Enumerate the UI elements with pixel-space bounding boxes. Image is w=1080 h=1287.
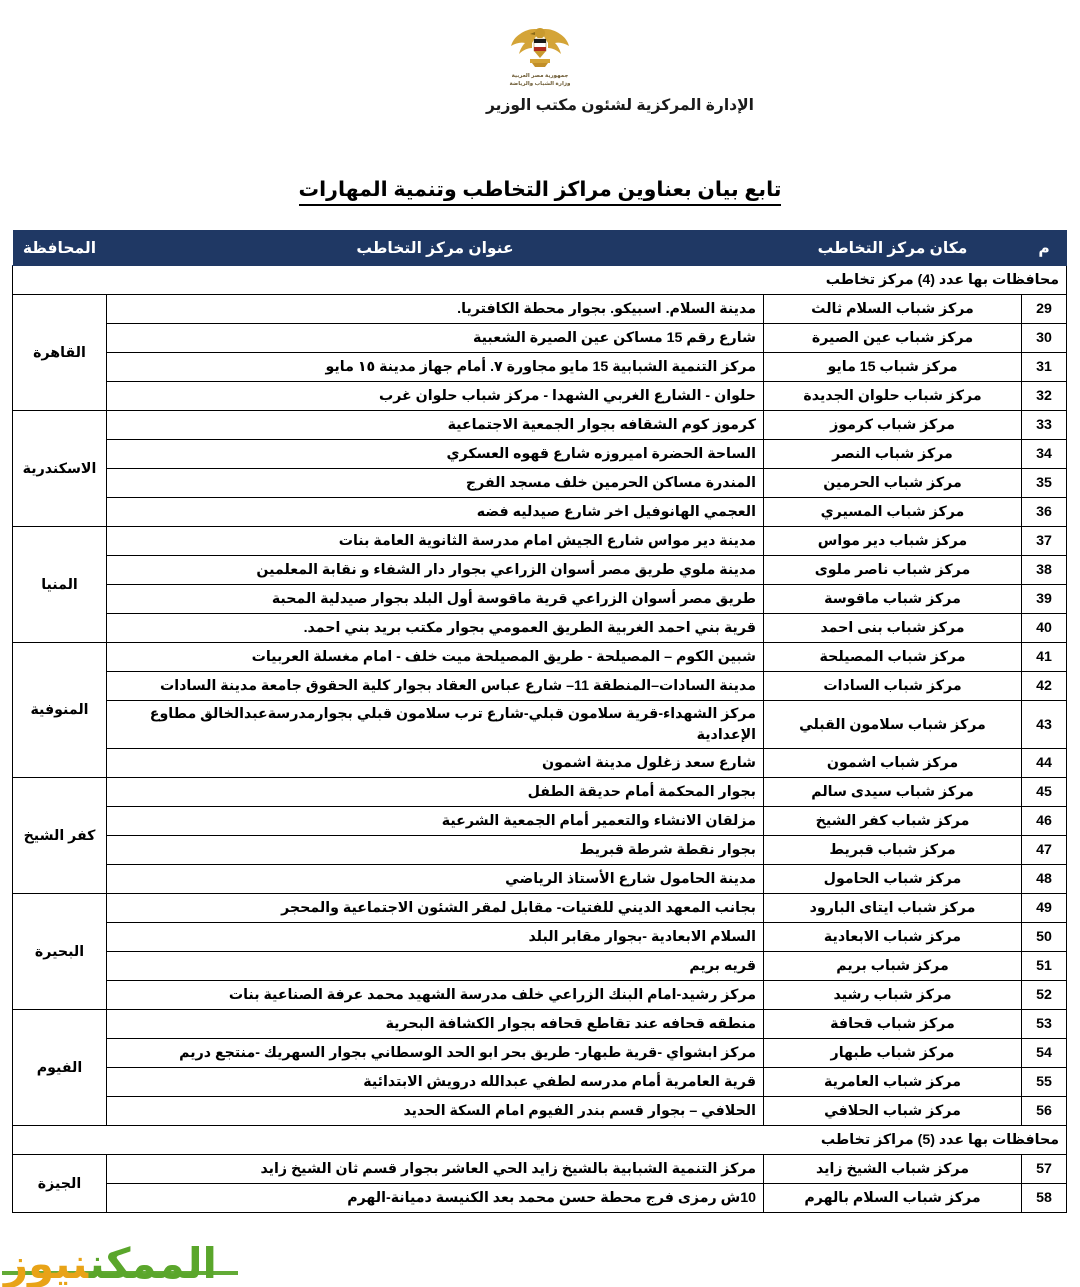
cell-center-address: قرية العامرية أمام مدرسه لطفي عبدالله درويش الابتدائية	[107, 1068, 764, 1097]
cell-center-address: مركز الشهداء-قرية سلامون قبلي-شارع ترب سلامون قبلي بجوارمدرسةعبدالخالق مطاوع الإعدادية	[107, 701, 764, 749]
cell-serial-number: 41	[1022, 643, 1067, 672]
cell-serial-number: 51	[1022, 952, 1067, 981]
cell-serial-number: 56	[1022, 1097, 1067, 1126]
centers-table-wrap	[13, 230, 1067, 1213]
cell-center-place: مركز شباب قبريط	[764, 836, 1022, 865]
cell-center-address: بجوار المحكمة أمام حديقة الطفل	[107, 778, 764, 807]
cell-serial-number: 55	[1022, 1068, 1067, 1097]
cell-serial-number: 29	[1022, 295, 1067, 324]
cell-center-place: مركز شباب المسيري	[764, 498, 1022, 527]
cell-serial-number: 58	[1022, 1184, 1067, 1213]
cell-serial-number: 31	[1022, 353, 1067, 382]
cell-center-place: مركز شباب دير مواس	[764, 527, 1022, 556]
table-row	[13, 353, 1067, 382]
cell-serial-number: 35	[1022, 469, 1067, 498]
cell-center-address: الساحة الحضرة اميروزه شارع قهوه العسكري	[107, 440, 764, 469]
cell-serial-number: 33	[1022, 411, 1067, 440]
table-row	[13, 836, 1067, 865]
section-header-row	[13, 1126, 1067, 1155]
section-header-label: محافظات بها عدد (4) مركز تخاطب	[13, 266, 1067, 295]
table-row	[13, 701, 1067, 749]
cell-center-place: مركز شباب رشيد	[764, 981, 1022, 1010]
cell-center-place: مركز شباب الابعادية	[764, 923, 1022, 952]
cell-serial-number: 40	[1022, 614, 1067, 643]
cell-center-address: شبين الكوم – المصيلحة - طريق المصيلحة ميت خلف - امام مغسلة العربيات	[107, 643, 764, 672]
cell-center-address: السلام الابعادية -بجوار مقابر البلد	[107, 923, 764, 952]
cell-serial-number: 37	[1022, 527, 1067, 556]
department-line: الإدارة المركزية لشئون مكتب الوزير	[486, 97, 754, 114]
cell-governorate: الجيزة	[13, 1155, 107, 1213]
cell-center-address: مركز ابشواي -قرية طبهار- طريق بحر ابو الحد الوسطاني بجوار السهريك -منتجع دريم	[107, 1039, 764, 1068]
cell-center-place: مركز شباب بريم	[764, 952, 1022, 981]
centers-table	[12, 230, 1067, 1213]
section-header-label: محافظات بها عدد (5) مراكز تخاطب	[13, 1126, 1067, 1155]
cell-governorate: الفيوم	[13, 1010, 107, 1126]
table-row	[13, 498, 1067, 527]
cell-serial-number: 36	[1022, 498, 1067, 527]
watermark-rule	[2, 1271, 238, 1275]
cell-center-place: مركز شباب النصر	[764, 440, 1022, 469]
cell-center-place: مركز شباب السلام ثالث	[764, 295, 1022, 324]
table-row	[13, 382, 1067, 411]
table-row	[13, 585, 1067, 614]
cell-center-place: مركز شباب قحافة	[764, 1010, 1022, 1039]
table-row	[13, 469, 1067, 498]
table-row	[13, 1010, 1067, 1039]
cell-serial-number: 30	[1022, 324, 1067, 353]
page-title: تابع بيان بعناوين مراكز التخاطب وتنمية المهارات	[299, 177, 782, 206]
cell-center-address: قرية بني احمد الغربية الطريق العمومي بجوار مكتب بريد بني احمد.	[107, 614, 764, 643]
cell-serial-number: 52	[1022, 981, 1067, 1010]
cell-center-place: مركز شباب المصيلحة	[764, 643, 1022, 672]
table-header-row	[13, 231, 1067, 266]
table-row	[13, 981, 1067, 1010]
table-row	[13, 923, 1067, 952]
cell-serial-number: 42	[1022, 672, 1067, 701]
cell-serial-number: 57	[1022, 1155, 1067, 1184]
watermark-main-text: الممكن	[88, 1240, 217, 1287]
cell-center-place: مركز شباب الحرمين	[764, 469, 1022, 498]
cell-center-place: مركز شباب العامرية	[764, 1068, 1022, 1097]
table-row	[13, 865, 1067, 894]
table-row	[13, 1097, 1067, 1126]
cell-serial-number: 46	[1022, 807, 1067, 836]
cell-governorate: البحيرة	[13, 894, 107, 1010]
cell-center-place: مركز شباب السلام بالهرم	[764, 1184, 1022, 1213]
cell-center-address: مدينة دير مواس شارع الجيش امام مدرسة الثانوية العامة بنات	[107, 527, 764, 556]
cell-center-address: الحلافي – بجوار قسم بندر الفيوم امام السكة الحديد	[107, 1097, 764, 1126]
table-row	[13, 778, 1067, 807]
cell-serial-number: 54	[1022, 1039, 1067, 1068]
cell-serial-number: 49	[1022, 894, 1067, 923]
column-header-gov: المحافظة	[13, 231, 107, 266]
cell-center-address: العجمي الهانوفيل اخر شارع صيدليه فضه	[107, 498, 764, 527]
table-row	[13, 411, 1067, 440]
watermark-sub-text: نيوز	[4, 1240, 89, 1287]
cell-center-address: مدينة السلام. اسبيكو. بجوار محطة الكافتريا.	[107, 295, 764, 324]
cell-center-place: مركز شباب كفر الشيخ	[764, 807, 1022, 836]
table-row	[13, 952, 1067, 981]
cell-center-place: مركز شباب ناصر ملوى	[764, 556, 1022, 585]
cell-center-address: قريه بريم	[107, 952, 764, 981]
cell-center-address: بجوار نقطة شرطة قبريط	[107, 836, 764, 865]
cell-center-address: شارع سعد زغلول مدينة اشمون	[107, 749, 764, 778]
cell-governorate: القاهرة	[13, 295, 107, 411]
table-row	[13, 1039, 1067, 1068]
cell-center-place: مركز شباب 15 مايو	[764, 353, 1022, 382]
egypt-eagle-emblem	[509, 26, 571, 87]
cell-center-address: مركز رشيد-امام البنك الزراعي خلف مدرسة الشهيد محمد عرفة الصناعية بنات	[107, 981, 764, 1010]
cell-center-address: طريق مصر أسوان الزراعي قرية ماقوسة أول البلد بجوار صيدلية المحبة	[107, 585, 764, 614]
cell-serial-number: 44	[1022, 749, 1067, 778]
table-row	[13, 556, 1067, 585]
cell-serial-number: 32	[1022, 382, 1067, 411]
column-header-address: عنوان مركز التخاطب	[107, 231, 764, 266]
cell-center-address: كرموز كوم الشقافه بجوار الجمعية الاجتماعية	[107, 411, 764, 440]
cell-center-place: مركز شباب اشمون	[764, 749, 1022, 778]
cell-serial-number: 48	[1022, 865, 1067, 894]
table-row	[13, 614, 1067, 643]
table-row	[13, 1068, 1067, 1097]
table-row	[13, 440, 1067, 469]
cell-center-address: منطقه قحافه عند تقاطع قحافه بجوار الكشافة البحرية	[107, 1010, 764, 1039]
cell-governorate: كفر الشيخ	[13, 778, 107, 894]
cell-center-address: مركز التنمية الشبابية بالشيخ زايد الحي العاشر بجوار قسم ثان الشيخ زايد	[107, 1155, 764, 1184]
emblem-caption-ministry: وزارة الشباب والرياضة	[509, 80, 571, 87]
column-header-place: مكان مركز التخاطب	[764, 231, 1022, 266]
table-row	[13, 295, 1067, 324]
table-row	[13, 894, 1067, 923]
column-header-num: م	[1022, 231, 1067, 266]
page-title-wrap	[0, 177, 1080, 206]
cell-governorate: المنيا	[13, 527, 107, 643]
cell-center-place: مركز شباب بنى احمد	[764, 614, 1022, 643]
cell-center-place: مركز شباب السادات	[764, 672, 1022, 701]
cell-center-address: شارع رقم 15 مساكن عين الصيرة الشعبية	[107, 324, 764, 353]
cell-center-place: مركز شباب سلامون القبلي	[764, 701, 1022, 749]
cell-center-place: مركز شباب الحلافي	[764, 1097, 1022, 1126]
cell-serial-number: 50	[1022, 923, 1067, 952]
cell-center-place: مركز شباب كرموز	[764, 411, 1022, 440]
cell-center-address: المندرة مساكن الحرمين خلف مسجد الفرج	[107, 469, 764, 498]
cell-center-address: بجانب المعهد الديني للفتيات- مقابل لمقر الشئون الاجتماعية والمحجر	[107, 894, 764, 923]
cell-center-place: مركز شباب الحامول	[764, 865, 1022, 894]
cell-center-place: مركز شباب حلوان الجديدة	[764, 382, 1022, 411]
cell-center-address: مدينة الحامول شارع الأستاذ الرياضي	[107, 865, 764, 894]
cell-center-address: 10ش رمزى فرج محطة حسن محمد بعد الكنيسة دميانة-الهرم	[107, 1184, 764, 1213]
section-header-row	[13, 266, 1067, 295]
cell-center-address: مركز التنمية الشبابية 15 مايو مجاورة ٧. أمام جهاز مدينة ١٥ مايو	[107, 353, 764, 382]
cell-center-place: مركز شباب الشيخ زايد	[764, 1155, 1022, 1184]
table-body	[13, 266, 1067, 1213]
cell-governorate: المنوفية	[13, 643, 107, 778]
emblem-caption-country: جمهورية مصر العربية	[511, 73, 569, 79]
cell-center-address: مدينة ملوي طريق مصر أسوان الزراعي بجوار دار الشفاء و نقابة المعلمين	[107, 556, 764, 585]
watermark-logo	[4, 1240, 217, 1287]
table-row	[13, 643, 1067, 672]
cell-center-place: مركز شباب طبهار	[764, 1039, 1022, 1068]
cell-center-address: مدينة السادات–المنطقة 11– شارع عباس العقاد بجوار كلية الحقوق جامعة مدينة السادات	[107, 672, 764, 701]
cell-center-place: مركز شباب ايتاى البارود	[764, 894, 1022, 923]
cell-serial-number: 45	[1022, 778, 1067, 807]
cell-center-address: حلوان - الشارع الغربي الشهدا - مركز شباب حلوان غرب	[107, 382, 764, 411]
cell-serial-number: 43	[1022, 701, 1067, 749]
cell-serial-number: 39	[1022, 585, 1067, 614]
table-row	[13, 672, 1067, 701]
table-head	[13, 231, 1067, 266]
cell-serial-number: 53	[1022, 1010, 1067, 1039]
table-row	[13, 749, 1067, 778]
cell-center-place: مركز شباب سيدى سالم	[764, 778, 1022, 807]
cell-governorate: الاسكندرية	[13, 411, 107, 527]
letterhead	[0, 0, 1080, 115]
cell-serial-number: 34	[1022, 440, 1067, 469]
table-row	[13, 807, 1067, 836]
table-row	[13, 1155, 1067, 1184]
table-row	[13, 527, 1067, 556]
cell-center-place: مركز شباب ماقوسة	[764, 585, 1022, 614]
cell-serial-number: 38	[1022, 556, 1067, 585]
cell-center-address: مزلقان الانشاء والتعمير أمام الجمعية الشرعية	[107, 807, 764, 836]
table-row	[13, 1184, 1067, 1213]
cell-center-place: مركز شباب عين الصيرة	[764, 324, 1022, 353]
cell-serial-number: 47	[1022, 836, 1067, 865]
table-row	[13, 324, 1067, 353]
